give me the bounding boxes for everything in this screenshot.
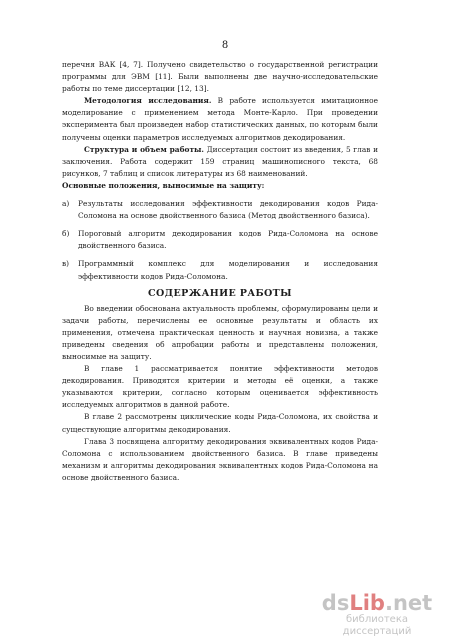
watermark-logo xyxy=(312,592,442,614)
list-text: Результаты исследования эффективности декодирования кодов Рида-Соломона на основе двойственного базиса (Метод двойственного базиса). xyxy=(78,199,378,221)
section-title: СОДЕРЖАНИЕ РАБОТЫ xyxy=(148,287,292,299)
structure-text: Диссертация состоит из введения, 5 глав и заключения. Работа содержит 159 страниц машинописного текста, 68 рисунков, 7 таблиц и список литературы из 68 наименований. xyxy=(62,144,378,178)
watermark xyxy=(312,592,442,638)
list-text: Программный комплекс для моделирования и исследования эффективности кодов Рида-Соломона. xyxy=(78,259,378,281)
list-marker: б) xyxy=(62,229,70,239)
paragraph-vak: перечня ВАК [4, 7]. Получено свидетельство о государственной регистрации программы для ЭВМ [11]. Были выполнены две научно-исследовательские работы по теме диссертации [12, 13]. xyxy=(62,60,378,94)
document-body xyxy=(62,59,378,484)
paragraph-chapter-3: Глава 3 посвящена алгоритму декодирования эквивалентных кодов Рида-Соломона с использованием двойственного базиса. В главе приведены механизм и алгоритмы декодирования эквивалентных кодов Рида-Соломона на основе двойственного базиса. xyxy=(62,436,378,482)
list-item xyxy=(62,228,378,252)
paragraph-introduction: Во введении обоснована актуальность проблемы, сформулированы цели и задачи работы, перечислены ее основные результаты и область их применения, отмечена практическая ценность и научная новизна, а также приведены сведения об апробации работы и представлены положения, выносимые на защиту. xyxy=(62,303,378,361)
methodology-heading: Методология исследования. xyxy=(84,96,212,106)
defense-positions-heading: Основные положения, выносимые на защиту: xyxy=(62,180,265,190)
list-marker: а) xyxy=(62,199,70,209)
methodology-text: В работе используется имитационное моделирование с применением метода Монте-Карло. При проведении эксперимента был произведен набор статистических данных, по которым были получены оценки параметров исследуемых алгоритмов декодирования. xyxy=(62,96,378,142)
paragraph-structure xyxy=(62,144,378,180)
structure-heading: Структура и объем работы. xyxy=(84,144,205,154)
list-item xyxy=(62,198,378,222)
watermark-tagline: библиотека диссертаций xyxy=(342,614,412,637)
list-marker: в) xyxy=(62,259,70,269)
watermark-ds: ds xyxy=(321,591,350,615)
watermark-lib: Lib xyxy=(349,591,385,615)
list-text: Пороговый алгоритм декодирования кодов Рида-Соломона на основе двойственного базиса. xyxy=(78,229,378,251)
paragraph-chapter-2: В главе 2 рассмотрены циклические коды Рида-Соломона, их свойства и существующие алгоритмы декодирования. xyxy=(62,412,378,434)
list-item xyxy=(62,258,378,282)
paragraph-methodology xyxy=(62,95,378,143)
watermark-net: .net xyxy=(384,591,433,615)
page-number: 8 xyxy=(221,40,229,51)
paragraph-chapter-1: В главе 1 рассматривается понятие эффективности методов декодирования. Приводятся критерии и методы её оценки, а также указываются критерии, согласно которым оценивается эффективность исследуемых алгоритмов в данной работе. xyxy=(62,364,378,410)
